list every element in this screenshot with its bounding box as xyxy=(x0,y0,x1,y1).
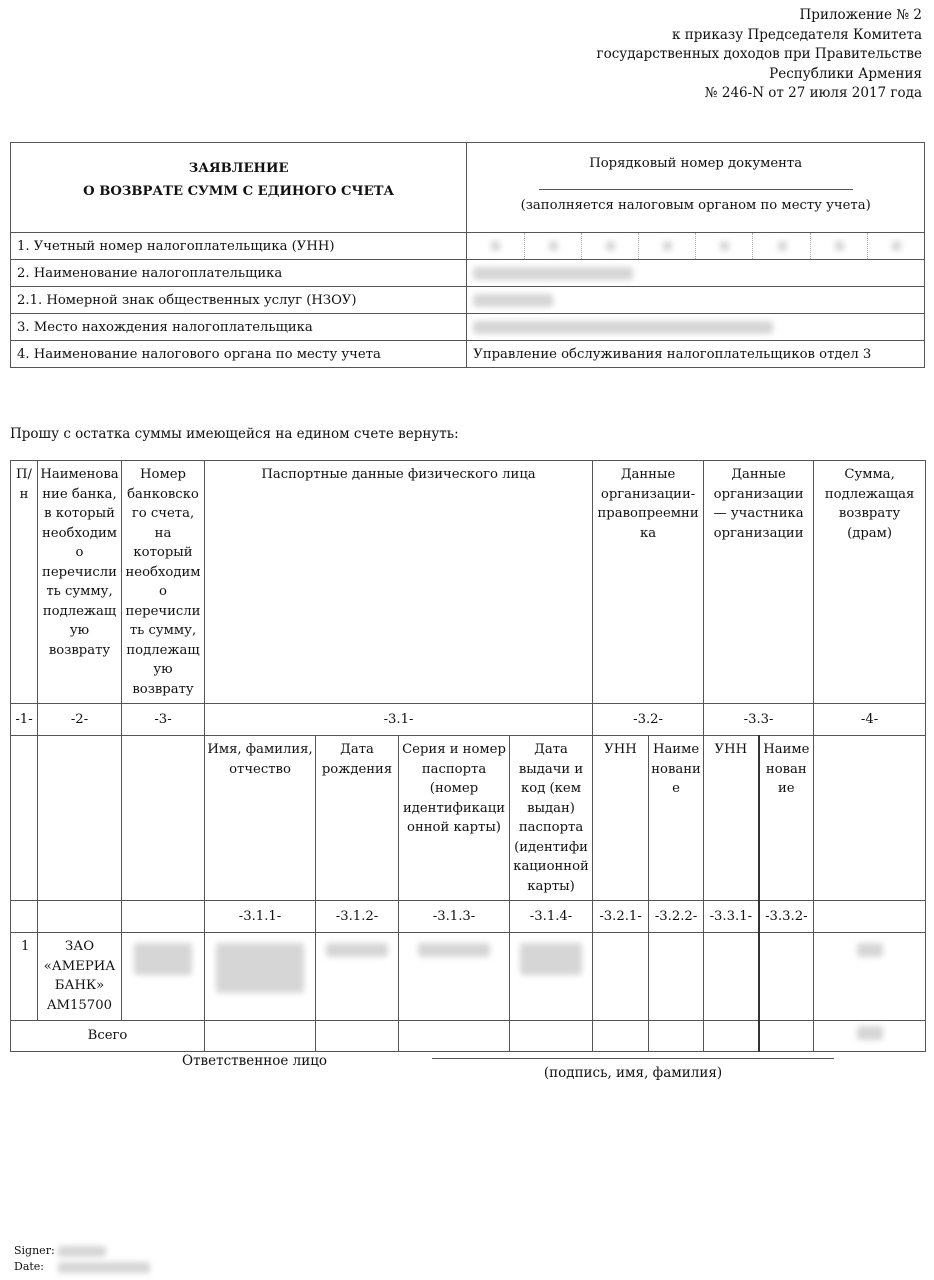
empty-cell xyxy=(38,736,122,901)
field-label-taxpayer-name: 2. Наименование налогоплательщика xyxy=(11,260,467,287)
total-label: Всего xyxy=(11,1021,205,1052)
docnum-note: (заполняется налоговым органом по месту учета) xyxy=(520,198,871,213)
col-number: -3.1- xyxy=(205,704,593,736)
empty-cell xyxy=(399,1021,510,1052)
header-passport: Паспортные данные физического лица xyxy=(205,461,593,704)
header-amount: Сумма, подлежащая возврату (драм) xyxy=(814,461,926,704)
empty-cell xyxy=(759,1021,814,1052)
field-value-unn xyxy=(467,233,925,260)
row-amount xyxy=(814,933,926,1021)
appendix-line: Республики Армения xyxy=(769,65,922,82)
subheader-participant-unn: УНН xyxy=(704,736,759,901)
date-value-redacted xyxy=(58,1262,150,1273)
col-number: -3.2- xyxy=(593,704,704,736)
empty-cell xyxy=(122,736,205,901)
row-passport-series xyxy=(399,933,510,1021)
col-number: -3.2.1- xyxy=(593,901,649,933)
col-number: -3.3.2- xyxy=(759,901,814,933)
document-title xyxy=(11,143,467,233)
col-number: -3.2.2- xyxy=(649,901,704,933)
request-text: Прошу с остатка суммы имеющейся на едином счете вернуть: xyxy=(10,426,459,442)
empty-cell xyxy=(593,1021,649,1052)
empty-cell xyxy=(704,1021,759,1052)
empty-cell xyxy=(316,1021,399,1052)
signer-block xyxy=(14,1243,150,1275)
field-label-unn: 1. Учетный номер налогоплательщика (УНН) xyxy=(11,233,467,260)
document-number-cell xyxy=(467,143,925,233)
field-label-tax-authority: 4. Наименование налогового органа по месту учета xyxy=(11,341,467,368)
col-number: -4- xyxy=(814,704,926,736)
row-bank-name: ЗАО «АМЕРИА БАНК» AM15700 xyxy=(38,933,122,1021)
docnum-label: Порядковый номер документа xyxy=(589,156,803,171)
docnum-line xyxy=(539,189,853,190)
empty-cell xyxy=(759,933,814,1021)
row-passport-issue xyxy=(510,933,593,1021)
title-line: ЗАЯВЛЕНИЕ xyxy=(188,161,289,176)
signer-value-redacted xyxy=(58,1246,106,1257)
empty-cell xyxy=(11,901,38,933)
date-label: Date: xyxy=(14,1260,45,1273)
col-number: -3- xyxy=(122,704,205,736)
col-number: -3.1.2- xyxy=(316,901,399,933)
refund-table xyxy=(10,460,926,1052)
header-successor: Данные организации-правопреемника xyxy=(593,461,704,704)
col-number: -3.3.1- xyxy=(704,901,759,933)
appendix-line: государственных доходов при Правительстве xyxy=(596,46,922,62)
empty-cell xyxy=(205,1021,316,1052)
field-value-nzou xyxy=(467,287,925,314)
field-label-nzou: 2.1. Номерной знак общественных услуг (НЗОУ) xyxy=(11,287,467,314)
subheader-passport-series: Серия и номер паспорта (номер идентификационной карты) xyxy=(399,736,510,901)
empty-cell xyxy=(704,933,759,1021)
field-value-location xyxy=(467,314,925,341)
header-participant: Данные организации — участника организации xyxy=(704,461,814,704)
col-number: -1- xyxy=(11,704,38,736)
empty-cell xyxy=(593,933,649,1021)
subheader-passport-issue: Дата выдачи и код (кем выдан) паспорта (идентификационной карты) xyxy=(510,736,593,901)
signature-caption: (подпись, имя, фамилия) xyxy=(543,1065,723,1081)
row-full-name xyxy=(205,933,316,1021)
responsible-person-label: Ответственное лицо xyxy=(182,1053,327,1069)
appendix-line: к приказу Председателя Комитета xyxy=(672,26,922,43)
empty-cell xyxy=(38,901,122,933)
signer-label: Signer: xyxy=(14,1244,55,1257)
subheader-successor-name: Наименование xyxy=(649,736,704,901)
subheader-participant-name: Наименование xyxy=(759,736,814,901)
empty-cell xyxy=(122,901,205,933)
col-number: -2- xyxy=(38,704,122,736)
appendix-line: № 246-N от 27 июля 2017 года xyxy=(704,85,922,101)
col-number: -3.1.1- xyxy=(205,901,316,933)
row-birth-date xyxy=(316,933,399,1021)
empty-cell xyxy=(814,901,926,933)
empty-cell xyxy=(649,1021,704,1052)
row-account-number xyxy=(122,933,205,1021)
subheader-full-name: Имя, фамилия, отчество xyxy=(205,736,316,901)
col-number: -3.3- xyxy=(704,704,814,736)
signature-line xyxy=(432,1058,834,1059)
application-header-table xyxy=(10,142,925,368)
subheader-successor-unn: УНН xyxy=(593,736,649,901)
table-row xyxy=(11,933,926,1021)
col-number: -3.1.3- xyxy=(399,901,510,933)
appendix-reference xyxy=(597,6,922,104)
field-value-taxpayer-name xyxy=(467,260,925,287)
empty-cell xyxy=(11,736,38,901)
field-label-location: 3. Место нахождения налогоплательщика xyxy=(11,314,467,341)
title-line: О ВОЗВРАТЕ СУММ С ЕДИНОГО СЧЕТА xyxy=(83,184,395,199)
subheader-birth-date: Дата рождения xyxy=(316,736,399,901)
total-row xyxy=(11,1021,926,1052)
header-account: Номер банковского счета, на который необходимо перечислить сумму, подлежащую возврату xyxy=(122,461,205,704)
header-pn: П/н xyxy=(11,461,38,704)
empty-cell xyxy=(649,933,704,1021)
header-bank: Наименование банка, в который необходимо перечислить сумму, подлежащую возврату xyxy=(38,461,122,704)
empty-cell xyxy=(814,736,926,901)
row-number: 1 xyxy=(11,933,38,1021)
col-number: -3.1.4- xyxy=(510,901,593,933)
appendix-line: Приложение № 2 xyxy=(799,7,922,23)
empty-cell xyxy=(510,1021,593,1052)
field-value-tax-authority: Управление обслуживания налогоплательщиков отдел 3 xyxy=(467,341,925,368)
total-amount xyxy=(814,1021,926,1052)
